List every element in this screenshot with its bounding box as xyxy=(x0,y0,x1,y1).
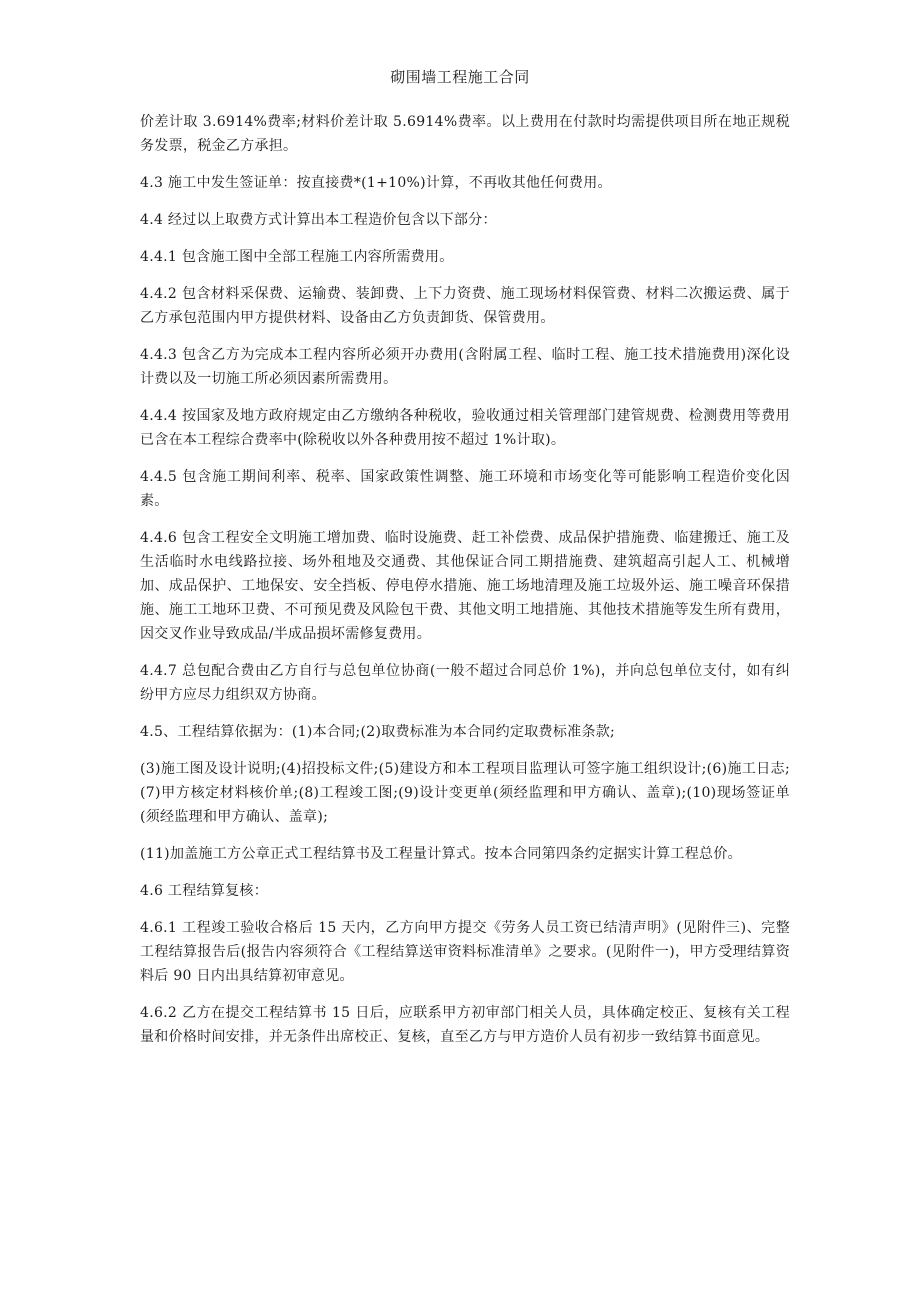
paragraph-price-difference: 价差计取 3.6914%费率;材料价差计取 5.6914%费率。以上费用在付款时均需提供项目所在地正规税务发票，税金乙方承担。 xyxy=(140,114,790,154)
paragraph-4-4-1: 4.4.1 包含施工图中全部工程施工内容所需费用。 xyxy=(140,249,454,265)
paragraph-4-4-2: 4.4.2 包含材料采保费、运输费、装卸费、上下力资费、施工现场材料保管费、材料二次搬运费、属于乙方承包范围内甲方提供材料、设备由乙方负责卸货、保管费用。 xyxy=(140,286,790,326)
paragraph-4-4-5: 4.4.5 包含施工期间利率、税率、国家政策性调整、施工环境和市场变化等可能影响工程造价变化因素。 xyxy=(140,469,790,509)
paragraph-4-4-7: 4.4.7 总包配合费由乙方自行与总包单位协商(一般不超过合同总价 1%)，并向总包单位支付，如有纠纷甲方应尽力组织双方协商。 xyxy=(140,663,790,703)
paragraph-4-4-4: 4.4.4 按国家及地方政府规定由乙方缴纳各种税收，验收通过相关管理部门建管规费、检测费用等费用已含在本工程综合费率中(除税收以外各种费用按不超过 1%计取)。 xyxy=(140,408,790,448)
paragraph-4-6-2: 4.6.2 乙方在提交工程结算书 15 日后，应联系甲方初审部门相关人员，具体确定校正、复核有关工程量和价格时间安排，并无条件出席校正、复核，直至乙方与甲方造价人员有初步一致结算书面意见。 xyxy=(140,1005,790,1045)
paragraph-4-5: 4.5、工程结算依据为：(1)本合同;(2)取费标准为本合同约定取费标准条款; xyxy=(140,724,616,740)
document-title: 砌围墙工程施工合同 xyxy=(390,68,530,86)
paragraph-4-6-1: 4.6.1 工程竣工验收合格后 15 天内，乙方向甲方提交《劳务人员工资已结清声明》(见附件三)、完整工程结算报告后(报告内容须符合《工程结算送审资料标准清单》之要求。(见附件一)，甲方受理结算资料后 90 日内出具结算初审意见。 xyxy=(140,920,790,984)
paragraph-4-5-items-3-10: (3)施工图及设计说明;(4)招投标文件;(5)建设方和本工程项目监理认可签字施工组织设计;(6)施工日志;(7)甲方核定材料核价单;(8)工程竣工图;(9)设计变更单(须经监理和甲方确认、盖章);(10)现场签证单(须经监理和甲方确认、盖章); xyxy=(140,761,790,825)
document-body xyxy=(140,110,790,1062)
paragraph-4-5-item-11: (11)加盖施工方公章正式工程结算书及工程量计算式。按本合同第四条约定据实计算工程总价。 xyxy=(140,846,742,862)
paragraph-4-4-3: 4.4.3 包含乙方为完成本工程内容所必须开办费用(含附属工程、临时工程、施工技术措施费用)深化设计费以及一切施工所必须因素所需费用。 xyxy=(140,347,790,387)
paragraph-4-4-6: 4.4.6 包含工程安全文明施工增加费、临时设施费、赶工补偿费、成品保护措施费、临建搬迁、施工及生活临时水电线路拉接、场外租地及交通费、其他保证合同工期措施费、建筑超高引起人工、机械增加、成品保护、工地保安、安全挡板、停电停水措施、施工场地清理及施工垃圾外运、施工噪音环保措施、施工工地环卫费、不可预见费及风险包干费、其他文明工地措施、其他技术措施等发生所有费用，因交叉作业导致成品/半成品损坏需修复费用。 xyxy=(140,530,790,642)
paragraph-4-6: 4.6 工程结算复核： xyxy=(140,883,269,899)
paragraph-4-3: 4.3 施工中发生签证单：按直接费*(1+10%)计算，不再收其他任何费用。 xyxy=(140,175,612,191)
paragraph-4-4: 4.4 经过以上取费方式计算出本工程造价包含以下部分： xyxy=(140,212,497,228)
